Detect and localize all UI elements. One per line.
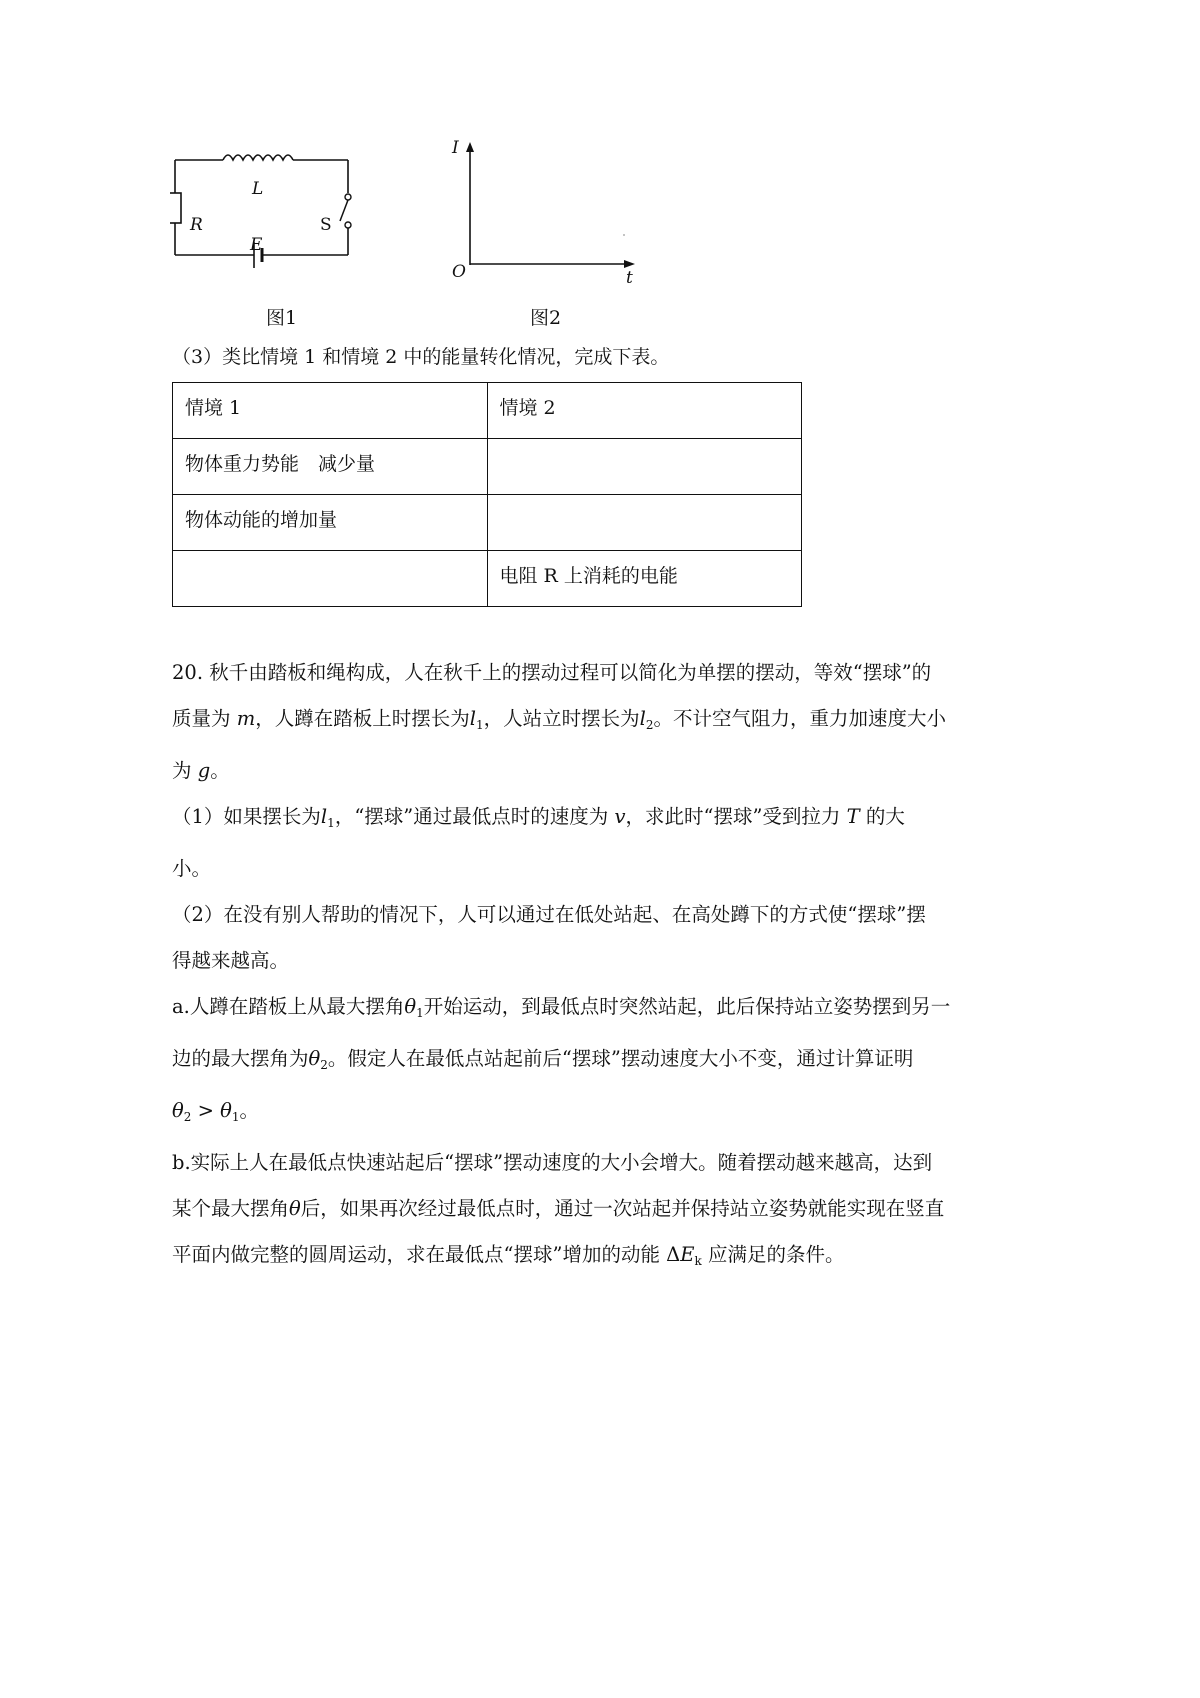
part3-intro: （3）类比情境 1 和情境 2 中的能量转化情况，完成下表。 [172, 346, 670, 368]
table-cell [173, 551, 488, 607]
q20-part-2: （2）在没有别人帮助的情况下，人可以通过在低处站起、在高处蹲下的方式使“摆球”摆 [172, 903, 926, 926]
figure-1-caption: 图1 [266, 307, 298, 329]
table-cell: 电阻 R 上消耗的电能 [487, 551, 801, 607]
q20-part-a: a.人蹲在踏板上从最大摆角$\theta_1$开始运动，到最低点时突然站起，此后保持站立姿势摆到另一 [172, 995, 951, 1020]
q20-part-1: （1）如果摆长为$l_1$，“摆球”通过最低点时的速度为 v，求此时“摆球”受到拉力 T 的大 [172, 805, 905, 830]
table-row [173, 495, 802, 551]
q20-stem-line-3: 为 g。 [172, 759, 230, 782]
inductor-label: L [252, 179, 264, 199]
figure-1-circuit [170, 145, 400, 295]
q20-part-b-cont-2: 平面内做完整的圆周运动，求在最低点“摆球”增加的动能 $\Delta E_k$ 应满足的条件。 [172, 1243, 845, 1268]
var-m: m [236, 707, 256, 730]
question-number: 20. [172, 661, 204, 684]
var-g: g [197, 759, 211, 782]
var-theta1: θ [404, 995, 417, 1018]
var-l2: l [639, 707, 646, 730]
origin-label: O [452, 262, 466, 282]
var-theta: θ [289, 1197, 301, 1220]
switch-label: S [320, 215, 332, 235]
circuit-diagram [170, 145, 400, 295]
var-theta2: θ [308, 1047, 321, 1070]
table-row [173, 551, 802, 607]
axes-diagram [440, 140, 640, 270]
table-cell: 物体动能的增加量 [173, 495, 488, 551]
inductor-symbol [223, 155, 293, 160]
x-axis-label: t [626, 268, 633, 288]
x-axis-arrow [624, 260, 635, 268]
var-l1: l [469, 707, 476, 730]
figure-2-axes [440, 138, 640, 288]
y-axis-label: I [452, 138, 459, 158]
var-delta: Δ [666, 1243, 681, 1266]
q20-stem-line-2: 质量为 m，人蹲在踏板上时摆长为$l_1$，人站立时摆长为$l_2$。不计空气阻力，重力加速度大小 [172, 707, 947, 732]
q20-stem-line-1: 20. 秋千由踏板和绳构成，人在秋千上的摆动过程可以简化为单摆的摆动，等效“摆球”的 [172, 661, 932, 684]
var-E: E [680, 1243, 695, 1266]
question-20 [172, 650, 1032, 1284]
q20-part-a-inequality: $\theta_2 > \theta_1$。 [172, 1099, 260, 1124]
resistor-label: R [190, 215, 203, 235]
var-T: T [846, 805, 860, 828]
y-axis-arrow [466, 142, 474, 152]
energy-table [172, 382, 802, 607]
q20-part-a-cont: 边的最大摆角为$\theta_2$。假定人在最低点站起前后“摆球”摆动速度大小不变，通过计算证明 [172, 1047, 914, 1072]
table-header-cell: 情境 2 [487, 383, 801, 439]
table-row [173, 439, 802, 495]
q20-part-b: b.实际上人在最低点快速站起后“摆球”摆动速度的大小会增大。随着摆动越来越高，达到 [172, 1151, 933, 1174]
q20-part-2-cont: 得越来越高。 [172, 949, 290, 972]
switch-blade [340, 200, 348, 221]
table-header-cell: 情境 1 [173, 383, 488, 439]
table-row [173, 383, 802, 439]
emf-label: E [250, 235, 263, 255]
table-cell: 物体重力势能 减少量 [173, 439, 488, 495]
table-cell [487, 439, 801, 495]
q20-part-b-cont-1: 某个最大摆角θ后，如果再次经过最低点时，通过一次站起并保持站立姿势就能实现在竖直 [172, 1197, 945, 1220]
var-v: v [614, 805, 626, 828]
table-cell [487, 495, 801, 551]
figure-2-caption: 图2 [530, 307, 562, 329]
q20-part-1-cont: 小。 [172, 857, 212, 880]
resistor-symbol [170, 193, 181, 223]
